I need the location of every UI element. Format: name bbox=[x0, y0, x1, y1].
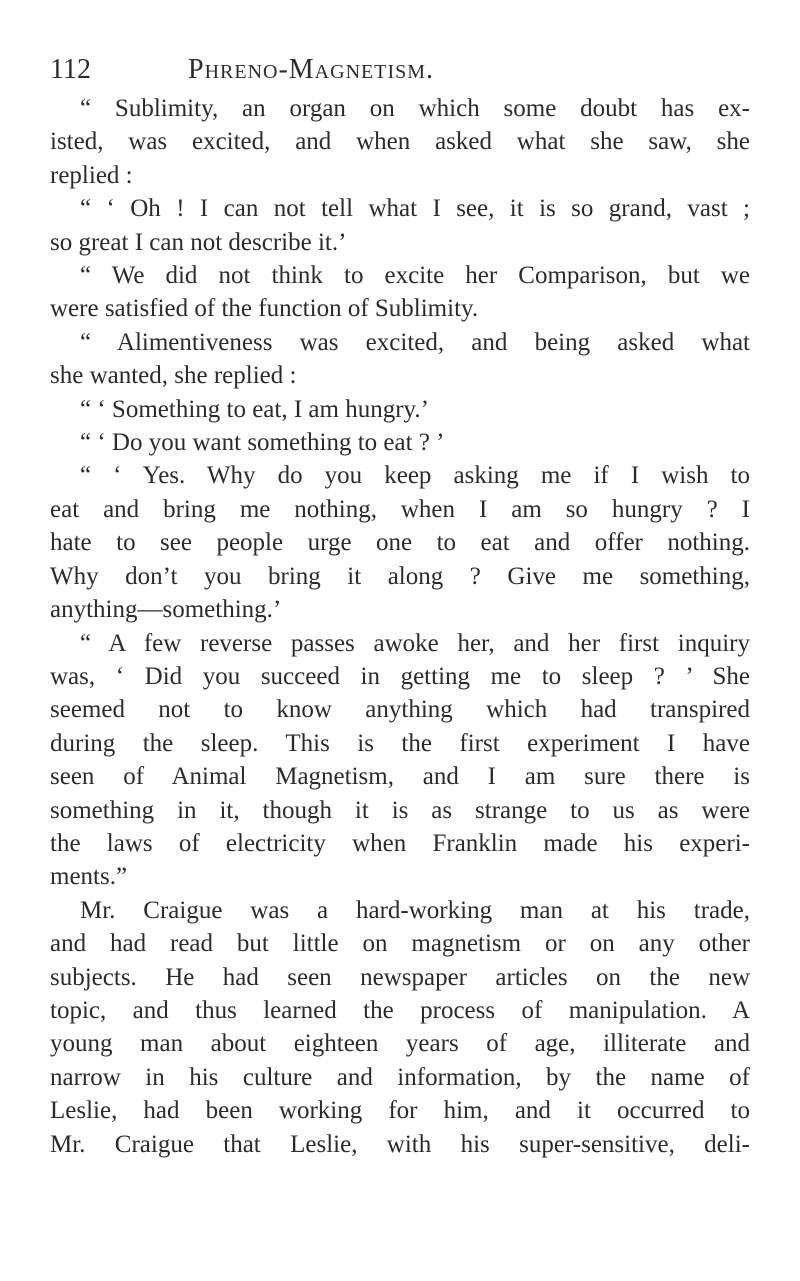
text-line: during the sleep. This is the first experiment I have bbox=[50, 729, 750, 757]
body-text bbox=[50, 92, 750, 1161]
running-head bbox=[50, 50, 750, 90]
text-line: replied : bbox=[50, 161, 133, 189]
text-line: “ ‘ Yes. Why do you keep asking me if I wish to bbox=[80, 462, 750, 490]
text-line: so great I can not describe it.’ bbox=[50, 228, 347, 256]
text-line: “ Alimentiveness was excited, and being asked what bbox=[80, 328, 750, 356]
running-title: Phreno-Magnetism. bbox=[188, 54, 435, 85]
text-line: she wanted, she replied : bbox=[50, 362, 297, 390]
text-line: anything—something.’ bbox=[50, 596, 282, 624]
text-line: narrow in his culture and information, by the name of bbox=[50, 1063, 750, 1091]
text-line: seen of Animal Magnetism, and I am sure there is bbox=[50, 763, 750, 791]
text-line: Leslie, had been working for him, and it occurred to bbox=[50, 1097, 750, 1125]
text-line: “ ‘ Something to eat, I am hungry.’ bbox=[80, 395, 429, 423]
text-line: were satisfied of the function of Sublimity. bbox=[50, 295, 479, 323]
text-line: something in it, though it is as strange to us as were bbox=[50, 796, 750, 824]
text-line: young man about eighteen years of age, illiterate and bbox=[50, 1030, 750, 1058]
text-line: “ We did not think to excite her Comparison, but we bbox=[80, 262, 750, 290]
text-line: “ A few reverse passes awoke her, and her first inquiry bbox=[80, 629, 750, 657]
text-line: subjects. He had seen newspaper articles on the new bbox=[50, 963, 750, 991]
book-page bbox=[50, 50, 750, 1161]
text-line: Mr. Craigue that Leslie, with his super-sensitive, deli- bbox=[50, 1130, 750, 1158]
text-line: and had read but little on magnetism or on any other bbox=[50, 930, 750, 958]
text-line: “ ‘ Oh ! I can not tell what I see, it is so grand, vast ; bbox=[80, 195, 750, 223]
text-line: eat and bring me nothing, when I am so hungry ? I bbox=[50, 495, 750, 523]
text-line: “ Sublimity, an organ on which some doubt has ex- bbox=[80, 95, 750, 122]
text-line: Why don’t you bring it along ? Give me something, bbox=[50, 562, 750, 590]
text-line: Mr. Craigue was a hard-working man at his trade, bbox=[80, 896, 750, 924]
text-line: topic, and thus learned the process of manipulation. A bbox=[50, 996, 750, 1024]
text-line: was, ‘ Did you succeed in getting me to sleep ? ’ She bbox=[50, 662, 750, 690]
text-line: “ ‘ Do you want something to eat ? ’ bbox=[80, 429, 445, 457]
text-line: the laws of electricity when Franklin made his experi- bbox=[50, 829, 750, 857]
text-line: isted, was excited, and when asked what she saw, she bbox=[50, 128, 750, 156]
text-line: ments.” bbox=[50, 863, 128, 891]
text-line: hate to see people urge one to eat and offer nothing. bbox=[50, 529, 750, 557]
text-line: seemed not to know anything which had transpired bbox=[50, 696, 750, 724]
page-number: 112 bbox=[50, 54, 91, 85]
